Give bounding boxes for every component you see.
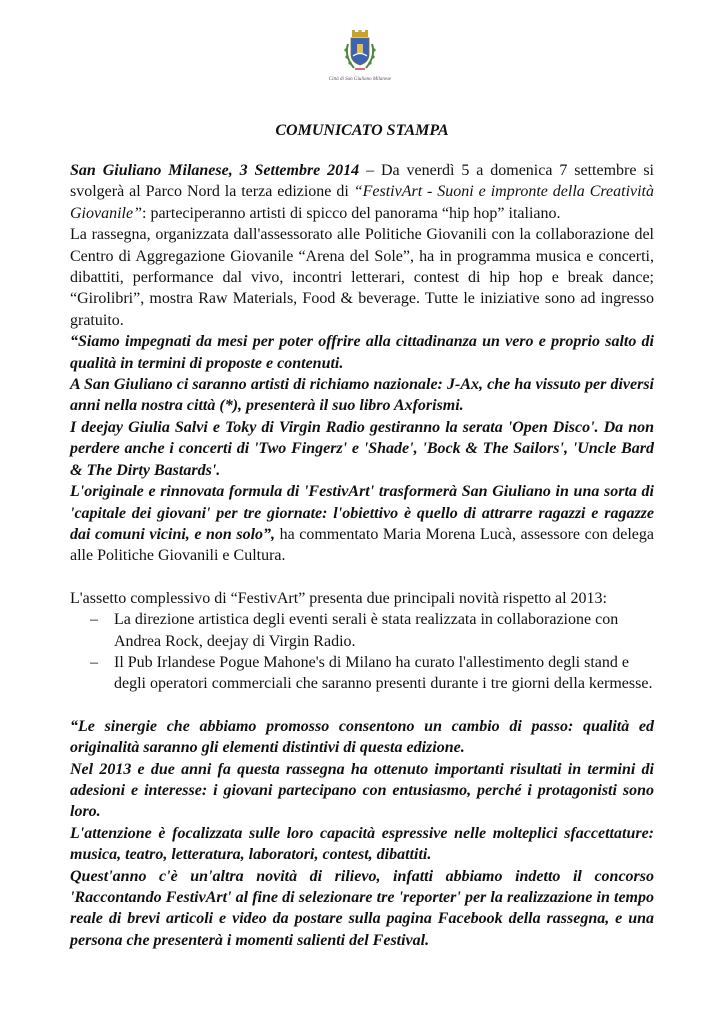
list-item: – La direzione artistica degli eventi serali è stata realizzata in collaborazione con Andrea Rock, deejay di Virgin Radio. (90, 609, 654, 652)
quote2-paragraph-2: Nel 2013 e due anni fa questa rassegna ha ottenuto importanti risultati in termini di adesioni e interesse: i giovani partecipano con entusiasmo, perché i protagonisti sono loro. (70, 760, 654, 821)
rassegna-paragraph: La rassegna, organizzata dall'assessorato alle Politiche Giovanili con la collaborazione del Centro di Aggregazione Giovanile “Arena del Sole”, ha in programma musica e concerti, dibattiti, performance dal vivo, incontri letterari, contest di hip hop e break dance; “Girolibri”, mostra Raw Materials, Food & beverage. Tutte le iniziative sono ad ingresso gratuito. (70, 226, 654, 329)
novelty-list (70, 609, 654, 695)
quote2-paragraph-3: L'attenzione è focalizzata sulle loro capacità espressive nelle molteplici sfaccettature: musica, teatro, letteratura, laboratori, contest, dibattiti. (70, 824, 654, 864)
list-item: – Il Pub Irlandese Pogue Mahone's di Milano ha curato l'allestimento degli stand e degli operatori commerciali che saranno presenti durante i tre giorni della kermesse. (90, 652, 654, 695)
quote1-paragraph-2: A San Giuliano ci saranno artisti di richiamo nazionale: J-Ax, che ha vissuto per diversi anni nella nostra città (*), presenterà il suo libro Axforismi. (70, 376, 654, 415)
festival-name: “FestivArt - Suoni e impronte della Creatività Giovanile” (70, 183, 655, 222)
assetto-intro: L'assetto complessivo di “FestivArt” presenta due principali novità rispetto al 2013: (70, 589, 607, 607)
city-logo (318, 30, 402, 94)
place-date: San Giuliano Milanese, 3 Settembre 2014 (70, 162, 360, 179)
quote1-paragraph-3: I deejay Giulia Salvi e Toky di Virgin Radio gestiranno la serata 'Open Disco'. Da non perdere anche i concerti di 'Two Fingerz' e 'Shade', 'Bock & The Sailors', 'Uncle Bard & The Dirty Bastards'. (70, 418, 654, 479)
document-title: COMUNICATO STAMPA (275, 122, 449, 139)
quote1-paragraph-4 (70, 481, 654, 567)
quote2-paragraph-1: “Le sinergie che abbiamo promosso consentono un cambio di passo: qualità ed originalità saranno gli elementi distintivi di questa edizione. (70, 717, 654, 757)
quote1-attribution: ha commentato Maria Morena Lucà, assessore con delega alle Politiche Giovanili e Cultura. (70, 525, 654, 565)
intro-text-1: – Da venerdì 5 a domenica 7 settembre si svolgerà al Parco Nord la terza edizione di (70, 162, 655, 201)
logo-caption: Città di San Giuliano Milanese (328, 77, 392, 82)
quote1-closing: L'originale e rinnovata formula di 'FestivArt' trasformerà San Giuliano in una sorta di 'capitale dei giovani' per tre giornate: l'obiettivo è quello di attrarre ragazzi e ragazze dai comuni vicini, e non solo”, (70, 483, 654, 543)
intro-paragraph (70, 160, 654, 224)
quote1-paragraph-1: “Siamo impegnati da mesi per poter offrire alla cittadinanza un vero e proprio salto di qualità in termini di proposte e contenuti. (70, 333, 654, 372)
intro-text-2: : parteciperanno artisti di spicco del panorama “hip hop” italiano. (142, 204, 561, 222)
quote2-paragraph-4: Quest'anno c'è un'altra novità di rilievo, infatti abbiamo indetto il concorso 'Raccontando FestivArt' al fine di selezionare tre 'reporter' per la realizzazione in tempo reale di brevi articoli e video da postare sulla pagina Facebook della rassegna, e una persona che presenterà i momenti salienti del Festival. (70, 867, 654, 949)
press-release-body (70, 160, 654, 951)
coat-of-arms-icon (338, 30, 382, 76)
